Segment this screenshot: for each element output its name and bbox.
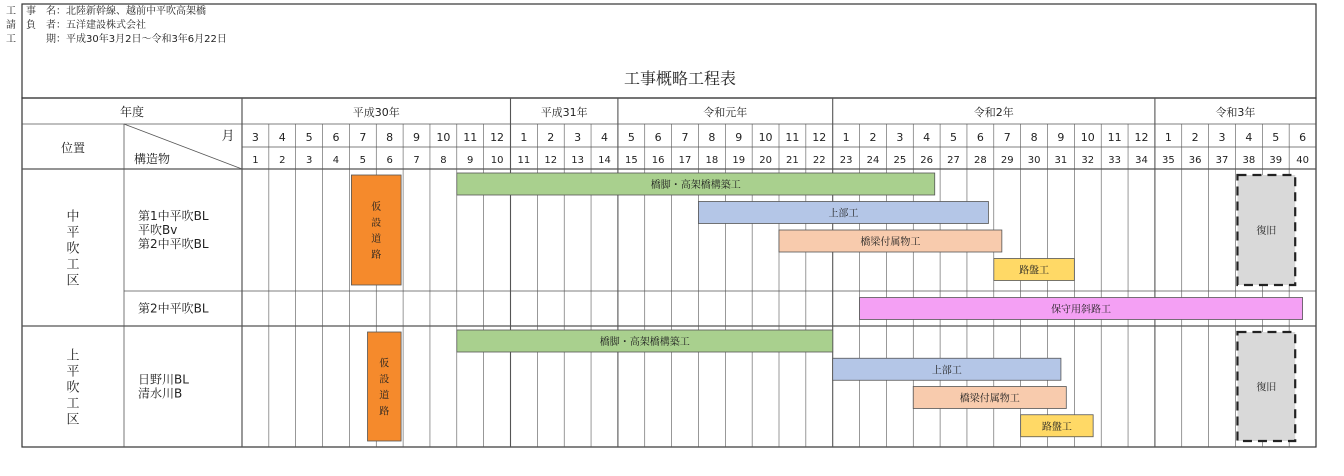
section-position-char: 区 — [66, 412, 80, 428]
task-label: 保守用斜路工 — [1051, 304, 1112, 316]
temporary-road-bar — [351, 175, 401, 285]
temporary-road-label: 設 — [371, 218, 382, 229]
month-label: 2 — [1191, 131, 1199, 144]
month-label: 8 — [1030, 131, 1038, 144]
month-label: 6 — [976, 131, 984, 144]
task-label: 橋梁付属物工 — [860, 237, 921, 248]
month-label: 1 — [520, 131, 528, 144]
year-label: 令和元年 — [703, 106, 748, 119]
temporary-road-bar — [368, 332, 402, 441]
sequence-label: 39 — [1269, 155, 1283, 166]
structure-header-label: 構造物 — [133, 152, 171, 166]
sequence-label: 27 — [947, 155, 960, 166]
month-label: 9 — [413, 131, 421, 144]
temporary-road-label: 路 — [379, 406, 390, 418]
month-label: 6 — [654, 131, 662, 144]
sequence-label: 15 — [624, 155, 638, 166]
sequence-label: 36 — [1188, 155, 1202, 166]
month-label: 3 — [1218, 131, 1226, 144]
sequence-label: 2 — [279, 155, 286, 166]
sequence-label: 34 — [1135, 155, 1148, 166]
month-label: 2 — [869, 131, 877, 144]
section-position-char: 区 — [66, 273, 80, 289]
sequence-label: 30 — [1027, 155, 1041, 166]
position-header-label: 位置 — [60, 141, 86, 155]
month-label: 5 — [950, 131, 958, 144]
year-label: 令和3年 — [1215, 106, 1256, 119]
month-label: 5 — [627, 131, 635, 144]
temporary-road-label: 設 — [379, 374, 390, 386]
sequence-label: 26 — [920, 155, 934, 166]
month-label: 4 — [923, 131, 931, 144]
sequence-label: 3 — [305, 155, 313, 166]
month-label: 1 — [842, 131, 850, 144]
sequence-label: 32 — [1081, 155, 1095, 166]
sequence-label: 38 — [1242, 155, 1256, 166]
month-label: 12 — [490, 131, 505, 144]
month-label: 7 — [1003, 131, 1011, 144]
month-label: 4 — [600, 131, 608, 144]
month-label: 3 — [251, 131, 259, 144]
task-label: 橋脚・高架橋構築工 — [599, 337, 690, 348]
task-label: 橋梁付属物工 — [959, 393, 1020, 405]
month-label: 2 — [547, 131, 555, 144]
year-label: 令和2年 — [973, 106, 1014, 119]
sequence-label: 21 — [786, 155, 799, 166]
table-frame — [22, 98, 1316, 447]
temporary-road-label: 道 — [379, 390, 390, 402]
sequence-label: 8 — [440, 155, 447, 166]
month-label: 8 — [386, 131, 394, 144]
section-position-char: 上 — [66, 348, 80, 364]
schedule-title: 工事概略工程表 — [623, 69, 736, 88]
month-label: 7 — [359, 131, 367, 144]
month-label: 7 — [681, 131, 689, 144]
sequence-label: 9 — [467, 155, 474, 166]
month-label: 12 — [812, 131, 827, 144]
sequence-label: 13 — [571, 155, 584, 166]
sequence-label: 40 — [1296, 155, 1309, 166]
structure-name: 平吹Bv — [138, 223, 178, 237]
structure-name: 日野川BL — [138, 372, 189, 387]
year-label: 平成31年 — [540, 106, 588, 119]
sequence-label: 24 — [866, 155, 880, 166]
temporary-road-label: 路 — [371, 250, 382, 261]
month-label: 5 — [1272, 131, 1280, 144]
sequence-label: 4 — [332, 155, 340, 166]
task-label: 上部工 — [931, 365, 962, 377]
structure-name: 清水川B — [138, 386, 183, 401]
sequence-label: 10 — [490, 155, 504, 166]
contractor-label: 請 負 者： — [6, 20, 66, 31]
project-name-label: 工 事 名： — [6, 6, 66, 17]
month-label: 1 — [1164, 131, 1172, 144]
structure-name: 第2中平吹BL — [138, 301, 209, 316]
month-label: 12 — [1134, 131, 1149, 144]
temporary-road-label: 道 — [371, 234, 382, 245]
construction-period: 平成30年3月2日～令和3年6月22日 — [66, 34, 227, 45]
contractor-name: 五洋建設株式会社 — [66, 20, 146, 31]
year-header-label: 年度 — [119, 105, 145, 119]
sequence-label: 33 — [1108, 155, 1121, 166]
month-label: 6 — [1299, 131, 1307, 144]
sequence-label: 37 — [1215, 155, 1229, 166]
sequence-label: 6 — [386, 155, 393, 166]
section-position-char: 工 — [66, 257, 80, 273]
sequence-label: 5 — [359, 155, 367, 166]
month-label: 5 — [305, 131, 313, 144]
month-label: 11 — [463, 131, 478, 144]
structure-name: 第2中平吹BL — [138, 237, 209, 251]
section-position-char: 吹 — [66, 380, 80, 396]
sequence-label: 7 — [413, 155, 420, 166]
month-header-label: 月 — [221, 129, 235, 144]
project-name: 北陸新幹線、越前中平吹高架橋 — [66, 6, 206, 17]
section-position-char: 吹 — [66, 241, 80, 257]
sequence-label: 14 — [598, 155, 611, 166]
task-label: 橋脚・高架橋構築工 — [650, 180, 741, 191]
temporary-road-label: 仮 — [379, 358, 390, 370]
temporary-road-label: 仮 — [371, 202, 382, 213]
task-label: 路盤工 — [1041, 421, 1072, 433]
month-label: 8 — [708, 131, 716, 144]
section-position-char: 工 — [66, 396, 80, 412]
sequence-label: 23 — [839, 155, 853, 166]
sequence-label: 18 — [705, 155, 719, 166]
month-label: 9 — [735, 131, 743, 144]
month-label: 11 — [785, 131, 800, 144]
month-label: 10 — [1080, 131, 1095, 144]
sequence-label: 19 — [732, 155, 746, 166]
sequence-label: 28 — [974, 155, 987, 166]
sequence-label: 29 — [1000, 155, 1014, 166]
sequence-label: 22 — [812, 155, 826, 166]
month-label: 3 — [896, 131, 904, 144]
month-label: 4 — [1245, 131, 1253, 144]
sequence-label: 11 — [517, 155, 531, 166]
restoration-label: 復旧 — [1256, 226, 1277, 237]
month-label: 4 — [278, 131, 286, 144]
section-position-char: 中 — [66, 209, 80, 225]
sequence-label: 17 — [678, 155, 692, 166]
month-label: 3 — [574, 131, 582, 144]
title-block-frame — [22, 4, 1316, 98]
month-label: 11 — [1107, 131, 1122, 144]
year-label: 平成30年 — [352, 106, 400, 119]
month-label: 10 — [758, 131, 773, 144]
sequence-label: 1 — [252, 155, 259, 166]
sequence-label: 16 — [651, 155, 665, 166]
restoration-label: 復旧 — [1256, 382, 1277, 394]
sequence-label: 20 — [759, 155, 772, 166]
period-label: 工 期： — [6, 34, 66, 45]
month-label: 9 — [1057, 131, 1065, 144]
sequence-label: 35 — [1161, 155, 1175, 166]
sequence-label: 12 — [544, 155, 558, 166]
month-label: 10 — [436, 131, 451, 144]
task-label: 路盤工 — [1019, 265, 1050, 277]
section-position-char: 平 — [66, 225, 80, 241]
section-position-char: 平 — [66, 364, 80, 380]
sequence-label: 31 — [1054, 155, 1068, 166]
month-label: 6 — [332, 131, 340, 144]
structure-name: 第1中平吹BL — [138, 209, 209, 223]
sequence-label: 25 — [893, 155, 907, 166]
task-label: 上部工 — [828, 208, 859, 220]
